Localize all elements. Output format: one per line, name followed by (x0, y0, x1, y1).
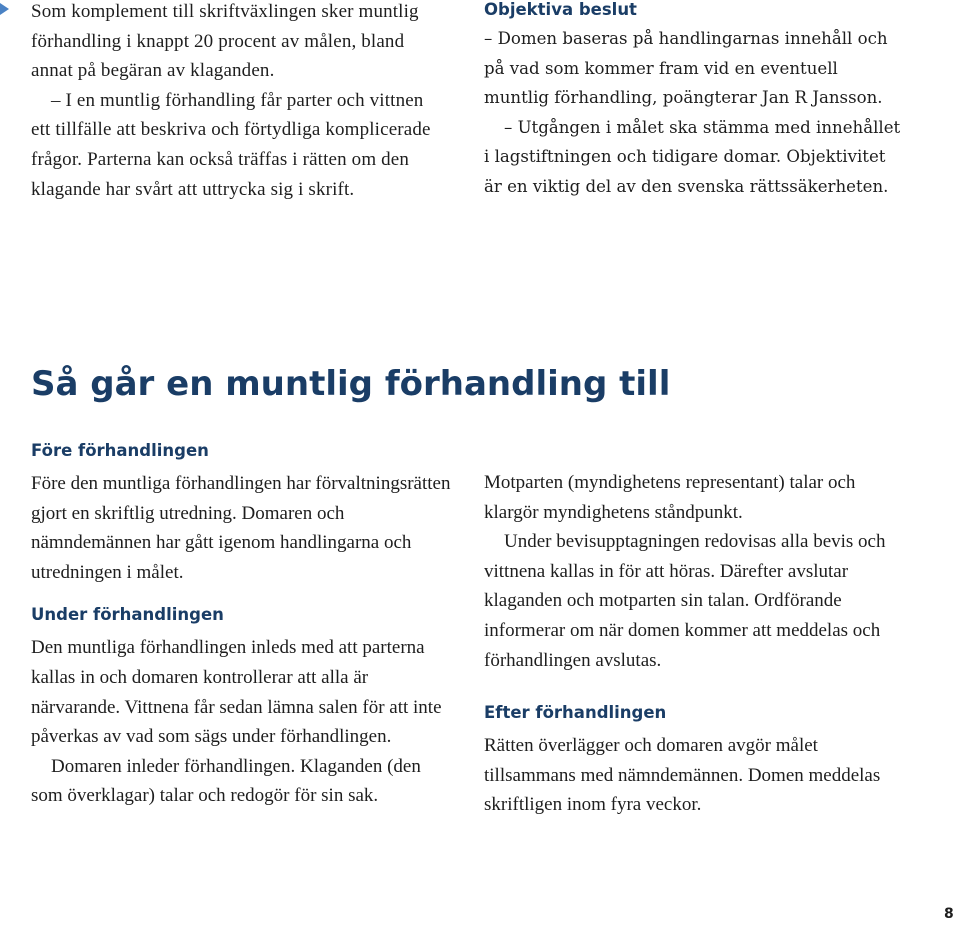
page-number: 8 (944, 906, 954, 922)
section-title: Så går en muntlig förhandling till (31, 364, 671, 404)
objektiva-paragraph-1: – Domen baseras på handlingarnas innehåll och på vad som kommer fram vid en eventuell muntlig förhandling, poängterar Jan R Jansson. (484, 29, 888, 108)
under-forhandlingen-text-1: Den muntliga förhandlingen inleds med att parterna kallas in och domaren kontrollerar att alla är närvarande. Vittnena får sedan lämna salen för att inte påverkas av vad som sägs under förhandlingen. (31, 637, 442, 748)
efter-forhandlingen-heading: Efter förhandlingen (484, 703, 667, 723)
bevisupptagning-paragraph: Under bevisupptagningen redovisas alla bevis och vittnena kallas in för att höras. Därefter avslutar klaganden och motparten sin talan. Ordförande informerar om när domen kommer att meddelas och förhandlingen avslutas. (484, 531, 886, 671)
under-forhandlingen-heading: Under förhandlingen (31, 605, 224, 625)
efter-forhandlingen-text: Rätten överlägger och domaren avgör målet tillsammans med nämndemännen. Domen meddelas skriftligen inom fyra veckor. (484, 735, 881, 816)
right-column (484, 468, 904, 820)
fore-forhandlingen-heading: Före förhandlingen (31, 441, 209, 460)
objektiva-beslut-heading: Objektiva beslut (484, 0, 637, 19)
left-column (31, 441, 451, 811)
fore-forhandlingen-text: Före den muntliga förhandlingen har förvaltningsrätten gjort en skriftlig utredning. Domaren och nämndemännen har gått igenom handlingarna och utredningen i målet. (31, 473, 451, 583)
intro-paragraph: Som komplement till skriftväxlingen sker muntlig förhandling i knappt 20 procent av målen, bland annat på begäran av klaganden. (31, 1, 419, 82)
intro-paragraph-2: – I en muntlig förhandling får parter och vittnen ett tillfälle att beskriva och förtydliga komplicerade frågor. Parterna kan också träffas i rätten om den klagande har svårt att uttrycka sig i skrift. (31, 89, 431, 200)
motparten-paragraph: Motparten (myndighetens representant) talar och klargör myndighetens ståndpunkt. (484, 472, 856, 523)
under-forhandlingen-text-2: Domaren inleder förhandlingen. Klaganden (den som överklagar) talar och redogör för sin sak. (31, 755, 421, 807)
objektiva-paragraph-2: – Utgången i målet ska stämma med innehållet i lagstiftningen och tidigare domar. Objektivitet är en viktig del av den svenska rättssäkerheten. (484, 117, 901, 196)
bullet-arrow-icon (0, 3, 9, 15)
top-left-column (31, 0, 441, 204)
top-right-column (484, 0, 904, 202)
